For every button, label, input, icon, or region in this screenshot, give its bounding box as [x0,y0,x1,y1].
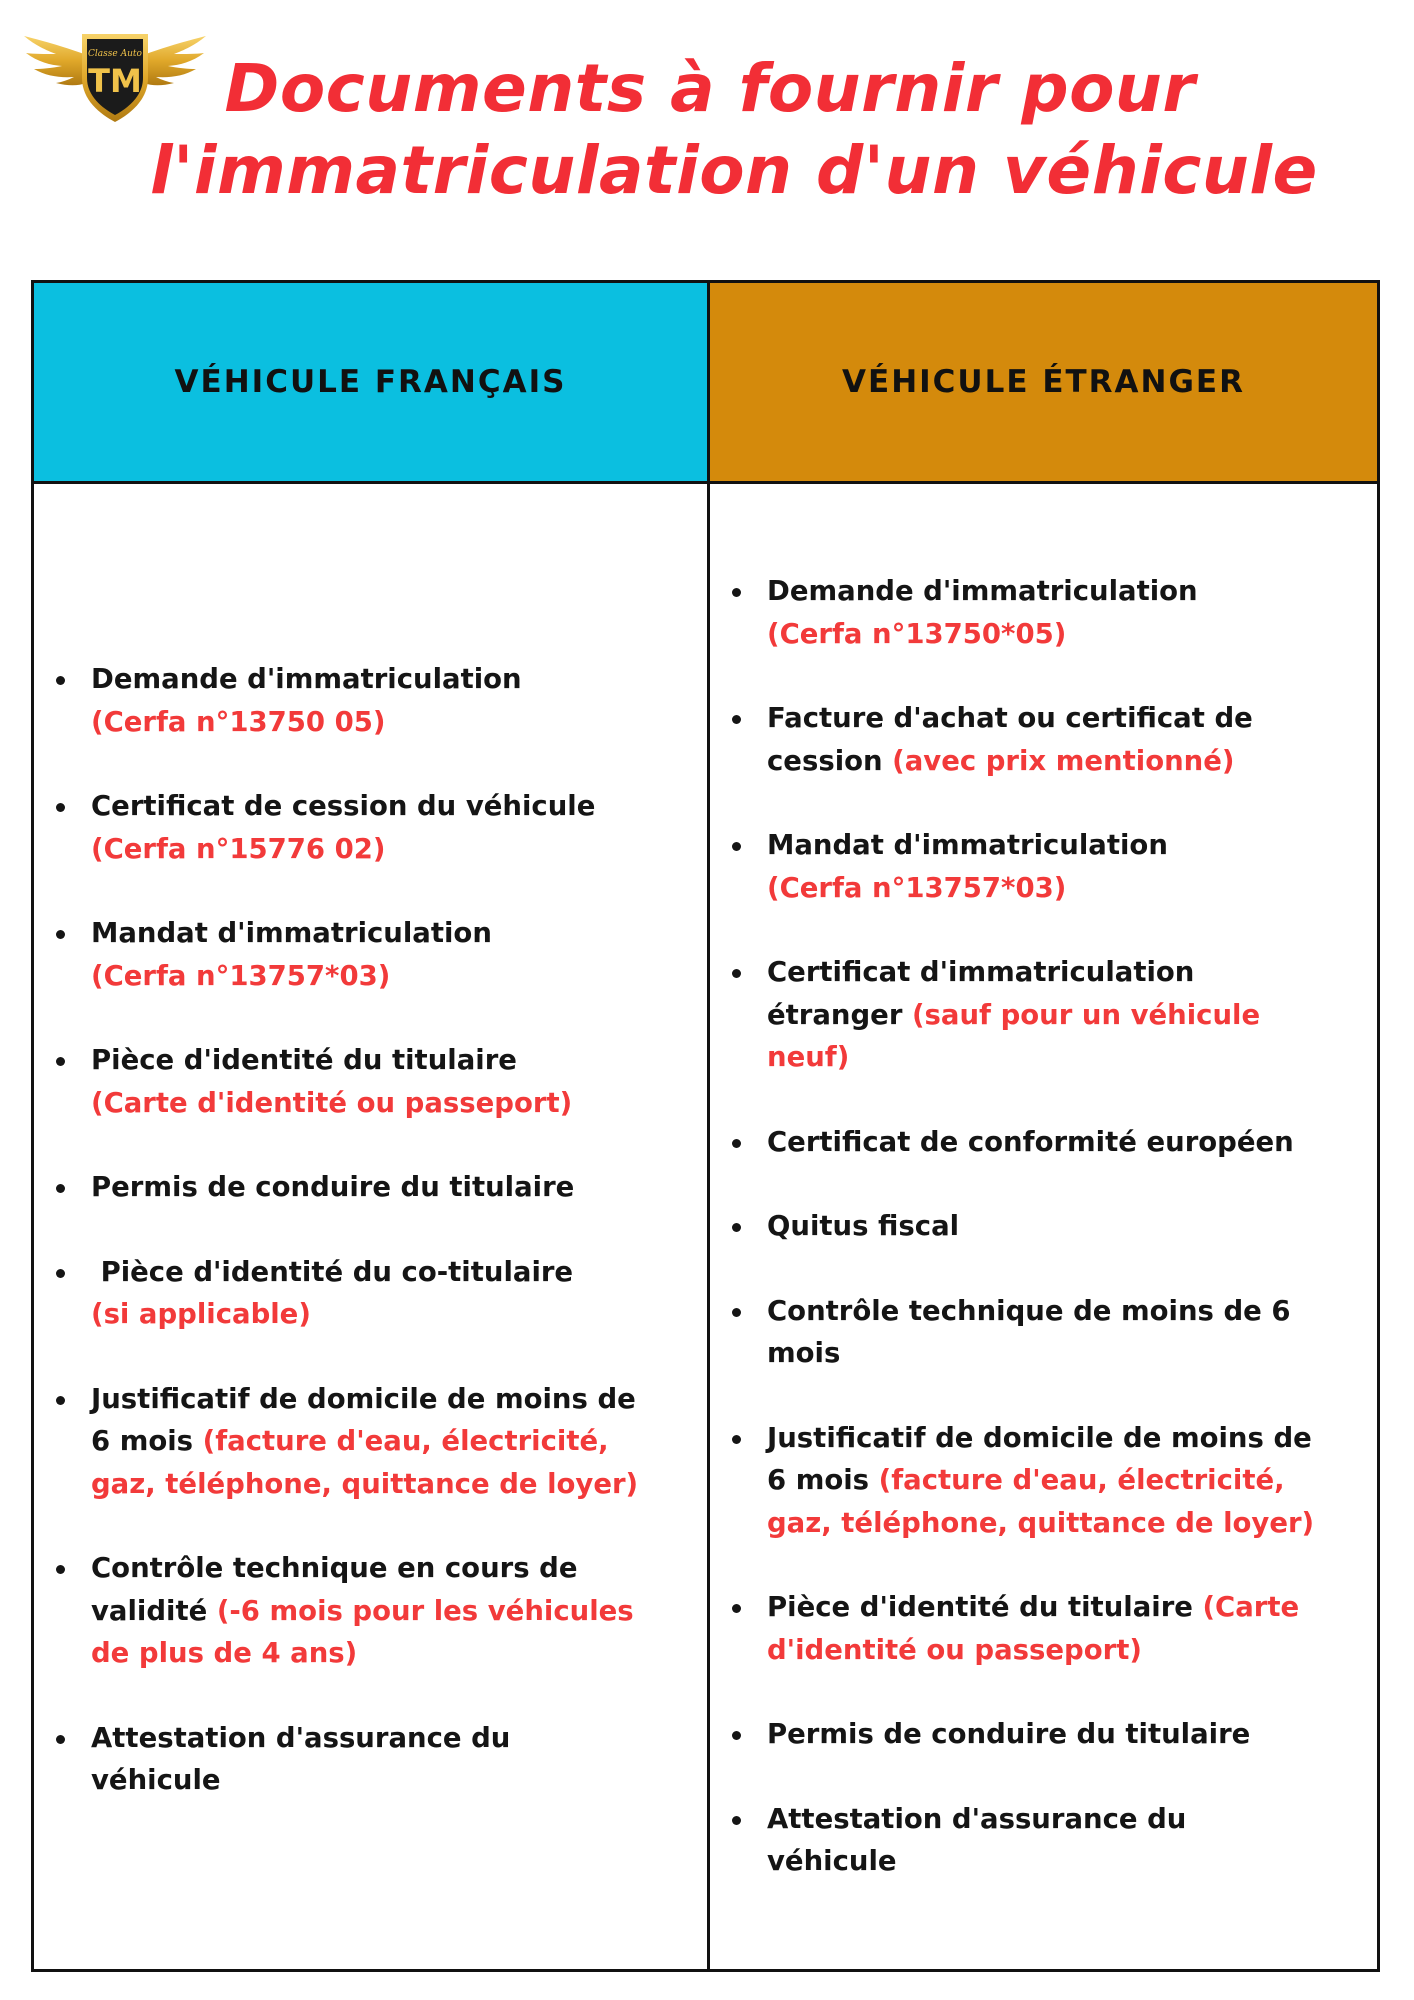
list-item [710,1798,1377,1883]
bullet-icon [56,1565,65,1574]
item-note-cont: gaz, téléphone, quittance de loyer) [767,1506,1315,1539]
item-note: (Cerfa n°15776 02) [91,832,386,865]
item-text: Certificat de conformité européen [767,1125,1294,1158]
list-item [34,658,707,743]
list-item [710,1205,1377,1248]
item-note: (Carte d'identité ou passeport) [91,1086,573,1119]
bullet-icon [56,803,65,812]
item-text: Pièce d'identité du titulaire [91,1044,517,1076]
item-text: Contrôle technique en cours de [91,1552,578,1584]
item-note: (Carte [1202,1591,1300,1623]
item-note: (Cerfa n°13757*03) [91,959,391,992]
bullet-icon [732,1816,741,1825]
list-item [710,1586,1377,1671]
item-note: (avec prix mentionné) [892,744,1235,777]
list-item [710,697,1377,782]
item-text: Quitus fiscal [767,1210,960,1242]
list-item [710,951,1377,1079]
item-text: Attestation d'assurance du [767,1802,1187,1835]
list-item [710,1290,1377,1375]
bullet-icon [56,1735,65,1744]
bullet-icon [56,1396,65,1405]
item-text: Demande d'immatriculation [767,575,1198,607]
list-item [34,1039,707,1124]
title-line-1: Documents à fournir pour [224,50,1196,127]
item-text-cont: cession [767,744,893,777]
item-text: Permis de conduire du titulaire [767,1718,1251,1750]
item-note: (si applicable) [91,1298,311,1330]
item-text: Mandat d'immatriculation [767,829,1168,861]
list-item [34,1166,707,1209]
item-text: Mandat d'immatriculation [91,917,492,949]
list-item [710,1417,1377,1545]
list-item [34,1378,707,1506]
list-item [34,1547,707,1675]
item-note-cont: gaz, téléphone, quittance de loyer) [91,1467,639,1500]
item-note: (facture d'eau, électricité, [878,1464,1285,1496]
bullet-icon [732,1223,741,1232]
item-note: (sauf pour un véhicule [911,998,1261,1031]
comparison-table [31,280,1380,1972]
item-text-cont: 6 mois [767,1464,879,1496]
bullet-icon [732,842,741,851]
item-text: Attestation d'assurance du [91,1721,511,1754]
french-document-list [34,658,707,1844]
list-item [710,1713,1377,1756]
item-text: Justificatif de domicile de moins de [91,1382,636,1415]
bullet-icon [56,1184,65,1193]
page-title [150,48,1318,212]
list-item [34,912,707,997]
item-text: Contrôle technique de moins de 6 [767,1294,1291,1327]
column-french [34,484,707,1969]
item-note: (-6 mois pour les véhicules [216,1594,634,1627]
list-item [34,785,707,870]
item-text-cont: 6 mois [91,1425,203,1457]
bullet-icon [56,1269,65,1278]
list-item [710,570,1377,655]
item-note-cont: neuf) [767,1041,850,1073]
item-text: Pièce d'identité du co-titulaire [91,1255,574,1288]
item-note: (Cerfa n°13750*05) [767,617,1067,650]
item-text: Pièce d'identité du titulaire [767,1591,1203,1623]
item-text-cont: véhicule [91,1764,221,1796]
item-text: Certificat de cession du véhicule [91,790,596,822]
bullet-icon [56,930,65,939]
item-text-cont: véhicule [767,1845,897,1877]
bullet-icon [56,1057,65,1066]
bullet-icon [732,1139,741,1148]
logo-letters: TM [88,62,142,100]
item-text: Facture d'achat ou certificat de [767,702,1253,734]
foreign-document-list [710,570,1377,1925]
item-note: (Cerfa n°13757*03) [767,871,1067,904]
item-text: Justificatif de domicile de moins de [767,1421,1312,1454]
list-item [34,1717,707,1802]
bullet-icon [732,969,741,978]
item-text-cont: étranger [767,998,912,1031]
bullet-icon [732,588,741,597]
bullet-icon [732,1731,741,1740]
item-note-cont: d'identité ou passeport) [767,1633,1142,1666]
list-item [710,1121,1377,1164]
bullet-icon [732,1604,741,1613]
list-item [34,1251,707,1336]
logo-top-text: Classe Auto [88,49,142,59]
column-foreign [710,484,1377,1969]
item-note: (facture d'eau, électricité, [202,1425,609,1457]
item-text: Permis de conduire du titulaire [91,1171,575,1203]
item-note-cont: de plus de 4 ans) [91,1637,358,1669]
item-text-cont: validité [91,1594,217,1627]
item-text: Demande d'immatriculation [91,663,522,695]
header-french-vehicle: VÉHICULE FRANÇAIS [34,283,707,481]
title-line-2: l'immatriculation d'un véhicule [150,132,1318,209]
header-foreign-vehicle: VÉHICULE ÉTRANGER [710,283,1377,481]
item-note: (Cerfa n°13750 05) [91,705,386,738]
bullet-icon [732,1435,741,1444]
bullet-icon [732,715,741,724]
bullet-icon [56,676,65,685]
item-text-cont: mois [767,1337,841,1369]
list-item [710,824,1377,909]
item-text: Certificat d'immatriculation [767,956,1195,988]
bullet-icon [732,1308,741,1317]
